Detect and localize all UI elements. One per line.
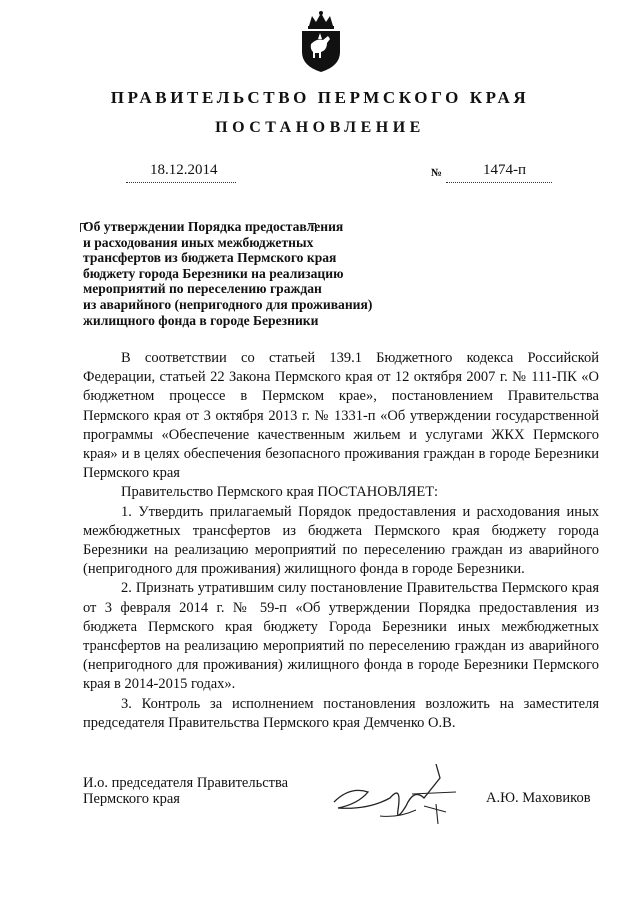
subject-line: Об утверждении Порядка предоставления [83, 219, 344, 234]
signature-icon [328, 758, 460, 830]
signer-position-line: И.о. председателя Правительства [83, 775, 289, 791]
coat-of-arms-icon [297, 10, 345, 74]
subject-line: из аварийного (непригодного для проживания) [83, 296, 373, 312]
document-number: 1474-п [483, 162, 527, 178]
signer-position [83, 775, 288, 807]
document-subject [83, 219, 423, 328]
preamble-paragraph: В соответствии со статьей 139.1 Бюджетного кодекса Российской Федерации, статьей 22 Закона Пермского края от 12 октября 2007 г. № 111-ПК «О бюджетном процессе в Пермском крае», постановлением Правительства Пермского края от 3 октября 2013 г. № 1331-п «Об утверждении государственной программы «Обеспечение качественным жильем и услугами ЖКХ Пермского края» и в целях обеспечения безопасного проживания граждан в городе Березники Пермского края [83, 350, 599, 482]
item-1-paragraph: 1. Утвердить прилагаемый Порядок предоставления и расходования иных межбюджетных трансфертов из бюджета Пермского края бюджету города Березники на реализацию мероприятий по переселению граждан из аварийного (непригодного для проживания) жилищного фонда в городе Березники. [83, 503, 599, 578]
subject-line: мероприятий по переселению граждан [83, 281, 322, 297]
document-date: 18.12.2014 [150, 162, 218, 178]
item-2-paragraph: 2. Признать утратившим силу постановление Правительства Пермского края от 3 февраля 2014 г. № 59-п «Об утверждении Порядка предоставления из бюджета Пермского края бюджету Города Березники иных межбюджетных трансфертов на реализацию мероприятий по переселению граждан из аварийного (непригодного для проживания) жилищного фонда в городе Березники Пермского края в 2014-2015 годах». [83, 580, 599, 693]
subject-line: трансфертов из бюджета Пермского края [83, 250, 337, 266]
subject-line: бюджету города Березники на реализацию [83, 265, 344, 281]
signer-position-line: Пермского края [83, 791, 180, 807]
item-3-paragraph: 3. Контроль за исполнением постановления возложить на заместителя председателя Правительства Пермского края Демченко О.В. [83, 695, 599, 731]
signer-name: А.Ю. Маховиков [486, 790, 591, 806]
number-sign: № [431, 167, 443, 179]
subject-line: и расходования иных межбюджетных [83, 234, 314, 250]
resolution-clause: Правительство Пермского края ПОСТАНОВЛЯЕТ: [121, 484, 439, 501]
subject-line: жилищного фонда в городе Березники [83, 312, 319, 328]
document-body [83, 349, 599, 733]
document-type: ПОСТАНОВЛЕНИЕ [215, 119, 425, 136]
government-title: ПРАВИТЕЛЬСТВО ПЕРМСКОГО КРАЯ [110, 88, 530, 107]
